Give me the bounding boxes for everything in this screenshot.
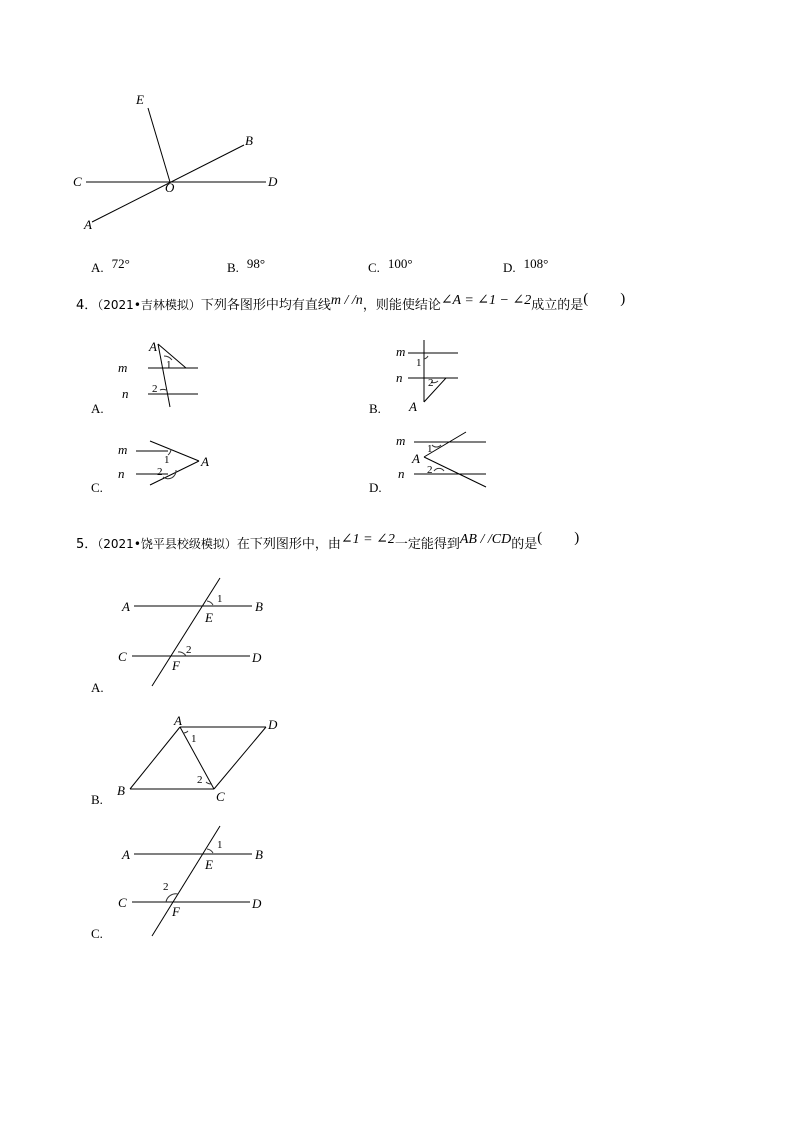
q5c-label-C: C (118, 895, 127, 910)
q4-option-d-letter: D. (369, 480, 382, 495)
q5b-label-B: B (117, 783, 125, 798)
q4-text-before: 下列各图形中均有直线 (200, 298, 331, 313)
q5a-label-1: 1 (217, 593, 223, 605)
q4-paren-open: ( (583, 291, 589, 307)
q3-option-d (503, 256, 549, 276)
q3-label-E: E (136, 92, 144, 107)
q5-option-b-letter: B. (91, 792, 103, 807)
q5a-label-D: D (252, 650, 262, 665)
q4b-label-1: 1 (416, 357, 422, 369)
q4c-label-1: 1 (164, 454, 170, 466)
q4-source: （2021•吉林模拟） (97, 298, 201, 312)
q4d-label-m: m (396, 433, 406, 448)
q4a-label-n: n (122, 386, 129, 401)
q4-figure-b (0, 330, 800, 430)
q3-option-b (227, 256, 266, 276)
q3-label-A: A (84, 217, 92, 232)
q3-label-O: O (165, 180, 175, 195)
q5-paren-close: ) (574, 530, 580, 546)
q5b-label-C: C (216, 789, 225, 804)
q4a-label-m: m (118, 360, 128, 375)
q3-option-c-letter: C. (368, 260, 380, 275)
q5-text-middle: 一定能得到 (394, 537, 460, 552)
q5-cond: AB / /CD (459, 532, 512, 547)
q5-source: （2021•饶平县校级模拟） (97, 537, 237, 551)
q4-option-b-letter: B. (369, 401, 381, 416)
q5a-label-C: C (118, 649, 127, 664)
q5-text-before: 在下列图形中，由 (236, 537, 341, 552)
q4b-label-m: m (396, 344, 406, 359)
q5a-label-A: A (122, 599, 130, 614)
q3-option-c (368, 256, 413, 276)
q5a-label-2: 2 (186, 644, 192, 656)
q3-option-a (91, 256, 130, 276)
q4d-label-1: 1 (427, 443, 433, 455)
q5c-label-B: B (255, 847, 263, 862)
q3-option-a-value: 72° (111, 256, 130, 271)
q4d-label-n: n (398, 466, 405, 481)
q4-option-a-letter: A. (91, 401, 104, 416)
q5c-label-A: A (122, 847, 130, 862)
q3-option-d-value: 108° (523, 256, 549, 271)
q5-figure-b (0, 700, 800, 840)
q4b-label-2: 2 (428, 377, 434, 389)
q5-option-a-letter: A. (91, 680, 104, 695)
q3-option-d-letter: D. (503, 260, 516, 275)
q4b-label-n: n (396, 370, 403, 385)
q4-text-after: 成立的是 (531, 298, 584, 313)
q5-option-c-letter: C. (91, 926, 103, 941)
q5a-label-F: F (172, 658, 180, 673)
q5-paren-open: ( (537, 530, 543, 546)
q4-cond: m / /n (330, 293, 363, 308)
q5-question (76, 530, 580, 553)
q4b-label-A: A (409, 399, 417, 414)
q4-question (76, 291, 626, 314)
q4c-label-2: 2 (157, 466, 163, 478)
q5b-label-A: A (174, 713, 182, 728)
q4c-label-n: n (118, 466, 125, 481)
q4a-label-2: 2 (152, 383, 158, 395)
q3-option-b-letter: B. (227, 260, 239, 275)
q5-formula: ∠1 = ∠2 (340, 532, 395, 547)
q4c-label-A: A (201, 454, 209, 469)
q5b-label-1: 1 (191, 733, 197, 745)
q5b-label-2: 2 (197, 774, 203, 786)
q5c-label-D: D (252, 896, 262, 911)
q5b-label-D: D (268, 717, 278, 732)
q5c-label-2: 2 (163, 881, 169, 893)
q3-figure (0, 0, 800, 240)
q3-label-B: B (245, 133, 253, 148)
q4-figure-d (0, 425, 800, 525)
q5a-label-E: E (205, 610, 213, 625)
q5-number: 5． (76, 537, 98, 552)
q5c-label-E: E (205, 857, 213, 872)
q4d-label-2: 2 (427, 464, 433, 476)
q3-label-C: C (73, 174, 82, 189)
q4a-label-A: A (149, 339, 157, 354)
q4c-label-m: m (118, 442, 128, 457)
q3-option-a-letter: A. (91, 260, 104, 275)
q5c-label-F: F (172, 904, 180, 919)
q4-option-c-letter: C. (91, 480, 103, 495)
q4-paren-close: ) (620, 291, 626, 307)
q4d-label-A: A (412, 451, 420, 466)
q3-label-D: D (268, 174, 278, 189)
q5-text-after: 的是 (511, 537, 538, 552)
q4-number: 4． (76, 298, 98, 313)
q4-text-middle: ，则能使结论 (362, 298, 441, 313)
q5c-label-1: 1 (217, 839, 223, 851)
q3-option-c-value: 100° (387, 256, 413, 271)
q4a-label-1: 1 (166, 359, 172, 371)
q5a-label-B: B (255, 599, 263, 614)
q5-figure-a (0, 570, 800, 710)
q3-option-b-value: 98° (246, 256, 266, 271)
q5-figure-c (0, 820, 800, 960)
q4-formula: ∠A = ∠1 − ∠2 (440, 293, 532, 308)
